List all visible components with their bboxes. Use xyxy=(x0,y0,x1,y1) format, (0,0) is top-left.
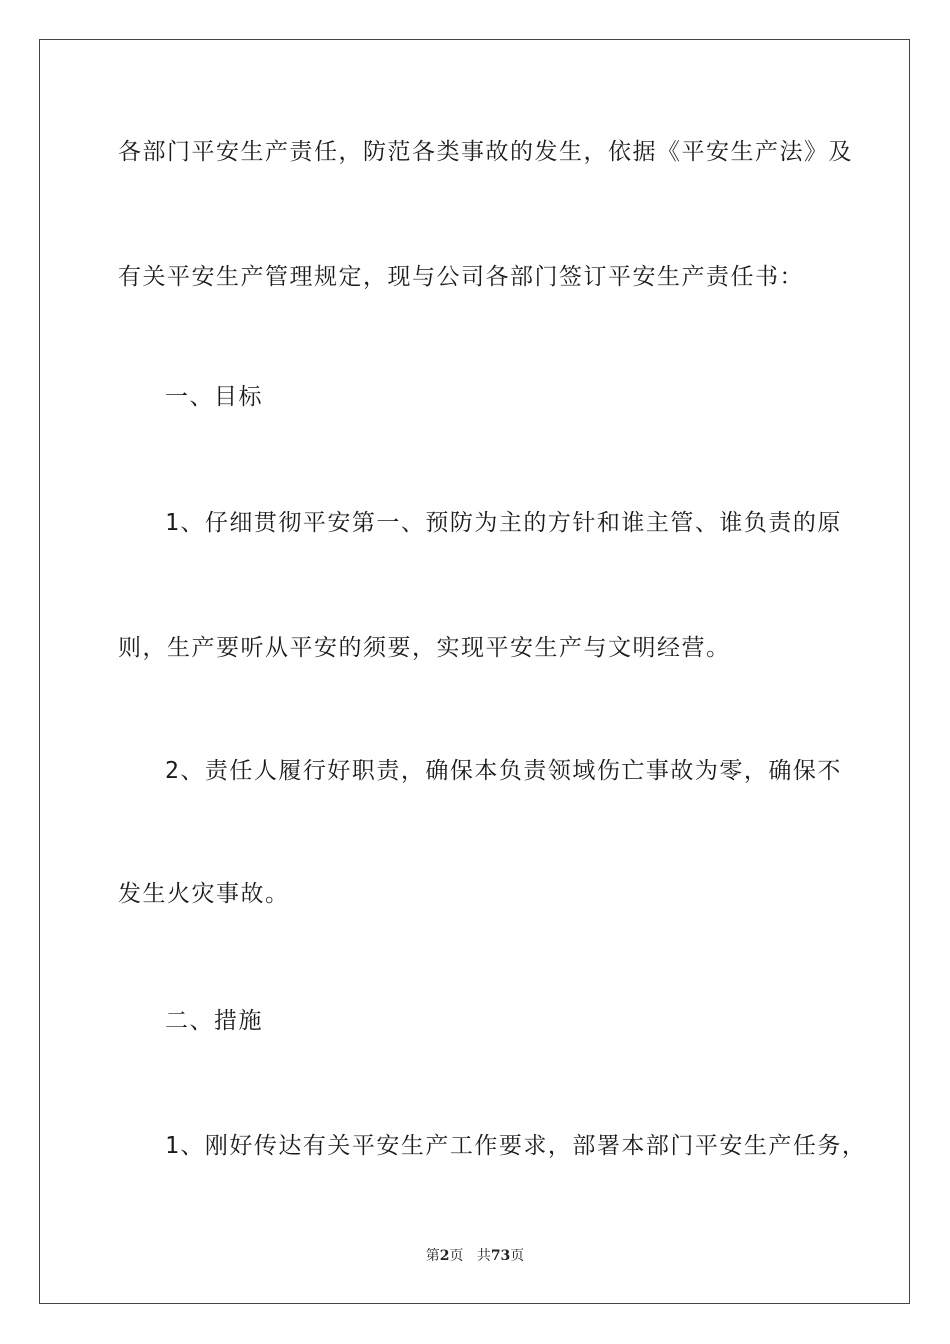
goal-item-1: 1、仔细贯彻平安第一、预防为主的方针和谁主管、谁负责的原 xyxy=(165,510,842,536)
goal-item-2-cont: 发生火灾事故。 xyxy=(118,881,290,907)
footer-page-prefix: 第 xyxy=(425,1248,440,1264)
page-footer xyxy=(0,1246,950,1266)
footer-total-pages: 73 xyxy=(490,1248,511,1264)
footer-total-suffix: 页 xyxy=(510,1248,525,1264)
body-line-2: 有关平安生产管理规定，现与公司各部门签订平安生产责任书： xyxy=(118,264,804,290)
body-line-1: 各部门平安生产责任，防范各类事故的发生，依据《平安生产法》及 xyxy=(118,139,853,165)
section-heading-goals: 一、目标 xyxy=(165,384,263,410)
footer-page-number: 2 xyxy=(439,1248,450,1264)
footer-page-suffix: 页 xyxy=(449,1248,464,1264)
measure-item-1: 1、刚好传达有关平安生产工作要求，部署本部门平安生产任务， xyxy=(165,1133,867,1159)
footer-total-prefix: 共 xyxy=(476,1248,491,1264)
goal-item-2: 2、责任人履行好职责，确保本负责领域伤亡事故为零，确保不 xyxy=(165,758,842,784)
goal-item-1-cont: 则，生产要听从平安的须要，实现平安生产与文明经营。 xyxy=(118,635,731,661)
section-heading-measures: 二、措施 xyxy=(165,1008,263,1034)
page-border xyxy=(39,39,910,1304)
